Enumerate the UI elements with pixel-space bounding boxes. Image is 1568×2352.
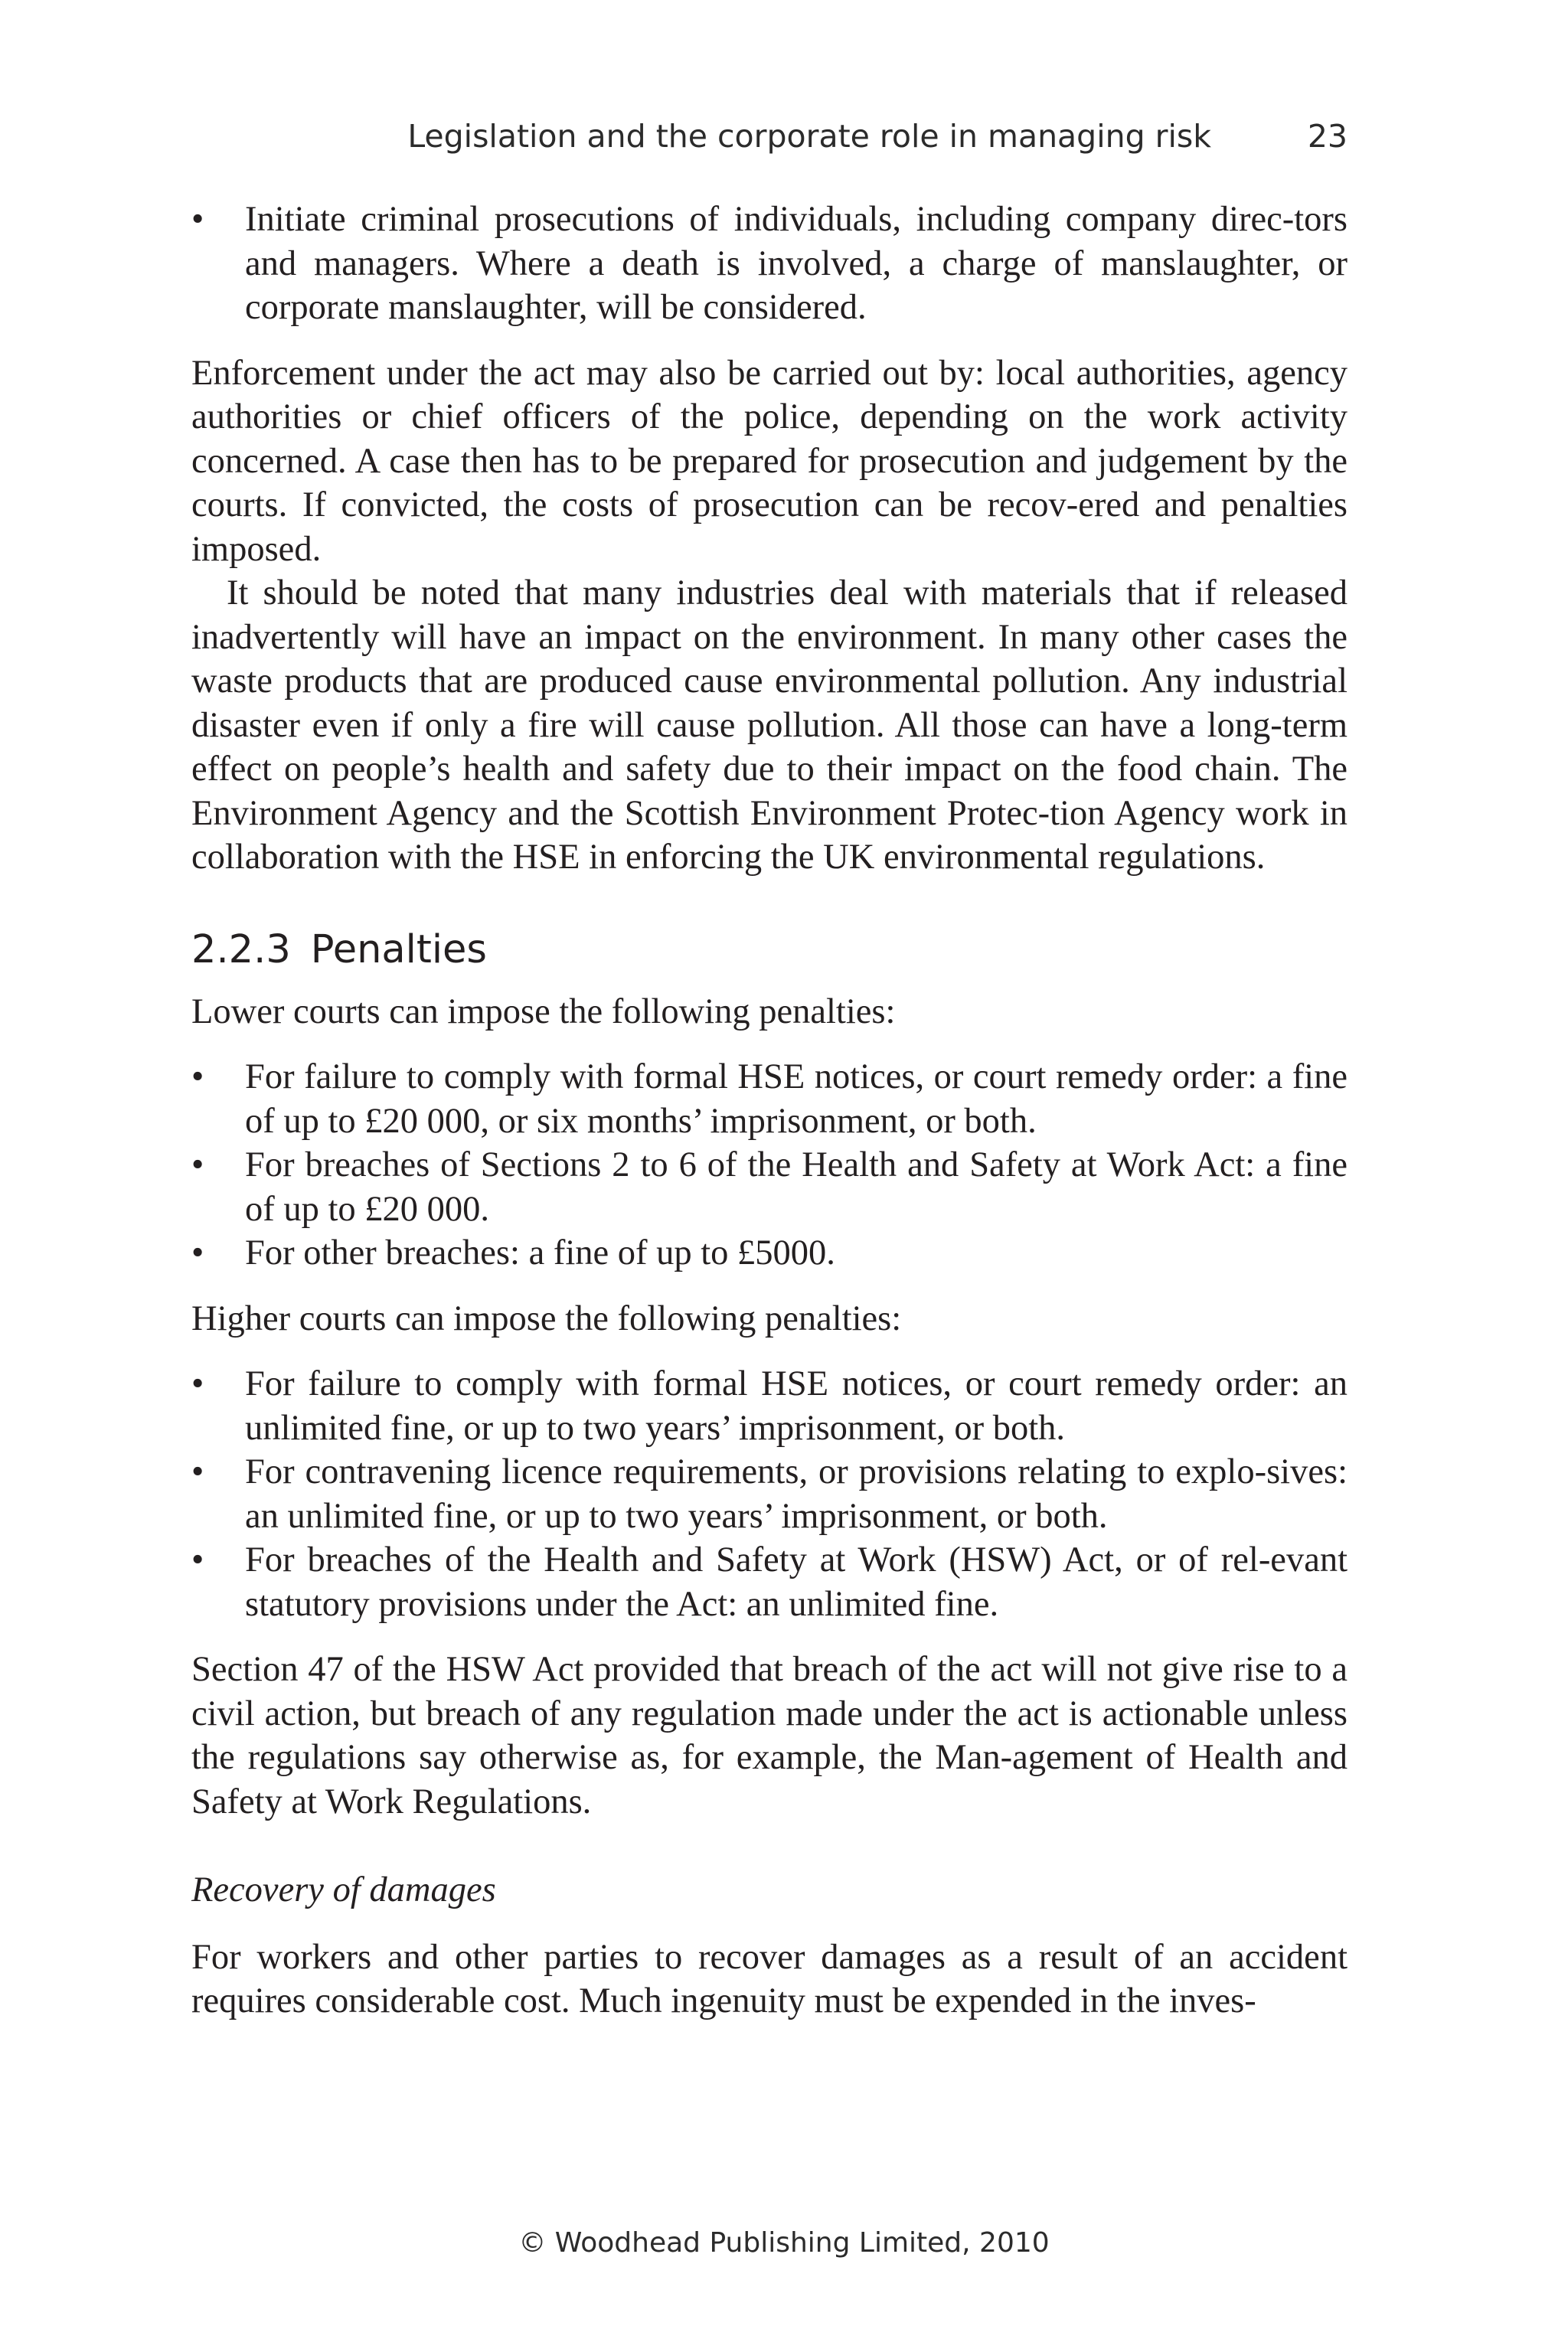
bullet-marker: • <box>191 1540 204 1579</box>
paragraph-environment: It should be noted that many industries deal with materials that if released inadvertently will have an impact on the environment. In many other cases the waste products that are produced cause environmental pollution. Any industrial disaster even if only a fire will cause pollution. All those can have a long-term effect on people’s health and safety due to their impact on the food chain. The Environment Agency and the Scottish Environment Protec-tion Agency work in collaboration with the HSE in enforcing the UK environmental regulations. <box>191 573 1348 877</box>
lower-courts-penalties-list <box>191 1055 1348 1276</box>
bullet-marker: • <box>191 1145 204 1184</box>
list-item-text: For breaches of Sections 2 to 6 of the Health and Safety at Work Act: a fine of up to £20 000. <box>245 1145 1348 1229</box>
page-number: 23 <box>1307 118 1348 155</box>
list-item-text: For contravening licence requirements, or provisions relating to explo-sives: an unlimited fine, or up to two years’ imprisonment, or both. <box>245 1452 1348 1536</box>
list-item <box>191 198 1348 330</box>
list-item-text: For failure to comply with formal HSE notices, or court remedy order: a fine of up to £20 000, or six months’ imprisonment, or both. <box>245 1057 1348 1141</box>
bullet-list-prosecutions <box>191 198 1348 330</box>
lower-courts-intro: Lower courts can impose the following penalties: <box>191 991 896 1031</box>
subsection-heading: Recovery of damages <box>191 1870 496 1909</box>
list-item <box>191 1143 1348 1231</box>
section-number: 2.2.3 <box>191 926 291 972</box>
paragraph-recovery-of-damages: For workers and other parties to recover damages as a result of an accident requires considerable cost. Much ingenuity must be expended in the inves- <box>191 1937 1348 2020</box>
higher-courts-intro: Higher courts can impose the following penalties: <box>191 1298 902 1338</box>
section-heading <box>191 926 1348 975</box>
list-item <box>191 1362 1348 1450</box>
paragraph-enforcement: Enforcement under the act may also be carried out by: local authorities, agency authorities or chief officers of the police, depending on the work activity concerned. A case then has to be prepared for prosecution and judgement by the courts. If convicted, the costs of prosecution can be recov-ered and penalties imposed. <box>191 353 1348 569</box>
list-item-text: Initiate criminal prosecutions of individuals, including company direc-tors and managers. Where a death is involved, a charge of manslaughter, or corporate manslaughter, will be considered. <box>245 200 1348 327</box>
bullet-marker: • <box>191 1233 204 1272</box>
paragraph-section-47: Section 47 of the HSW Act provided that breach of the act will not give rise to a civil action, but breach of any regulation made under the act is actionable unless the regulations say otherwise as, for example, the Man-agement of Health and Safety at Work Regulations. <box>191 1650 1348 1821</box>
bullet-marker: • <box>191 1057 204 1096</box>
copyright-footer: © Woodhead Publishing Limited, 2010 <box>518 2227 1050 2259</box>
list-item <box>191 1538 1348 1626</box>
list-item-text: For failure to comply with formal HSE notices, or court remedy order: an unlimited fine, or up to two years’ imprisonment, or both. <box>245 1364 1348 1448</box>
higher-courts-penalties-list <box>191 1362 1348 1626</box>
running-title: Legislation and the corporate role in managing risk <box>407 118 1211 155</box>
list-item-text: For other breaches: a fine of up to £5000. <box>245 1233 835 1272</box>
body-text <box>191 198 1348 2024</box>
bullet-marker: • <box>191 1452 204 1491</box>
list-item <box>191 1231 1348 1276</box>
list-item-text: For breaches of the Health and Safety at Work (HSW) Act, or of rel-evant statutory provisions under the Act: an unlimited fine. <box>245 1540 1348 1624</box>
list-item <box>191 1055 1348 1143</box>
list-item <box>191 1450 1348 1538</box>
bullet-marker: • <box>191 1364 204 1403</box>
section-title: Penalties <box>310 926 487 972</box>
bullet-marker: • <box>191 200 204 239</box>
